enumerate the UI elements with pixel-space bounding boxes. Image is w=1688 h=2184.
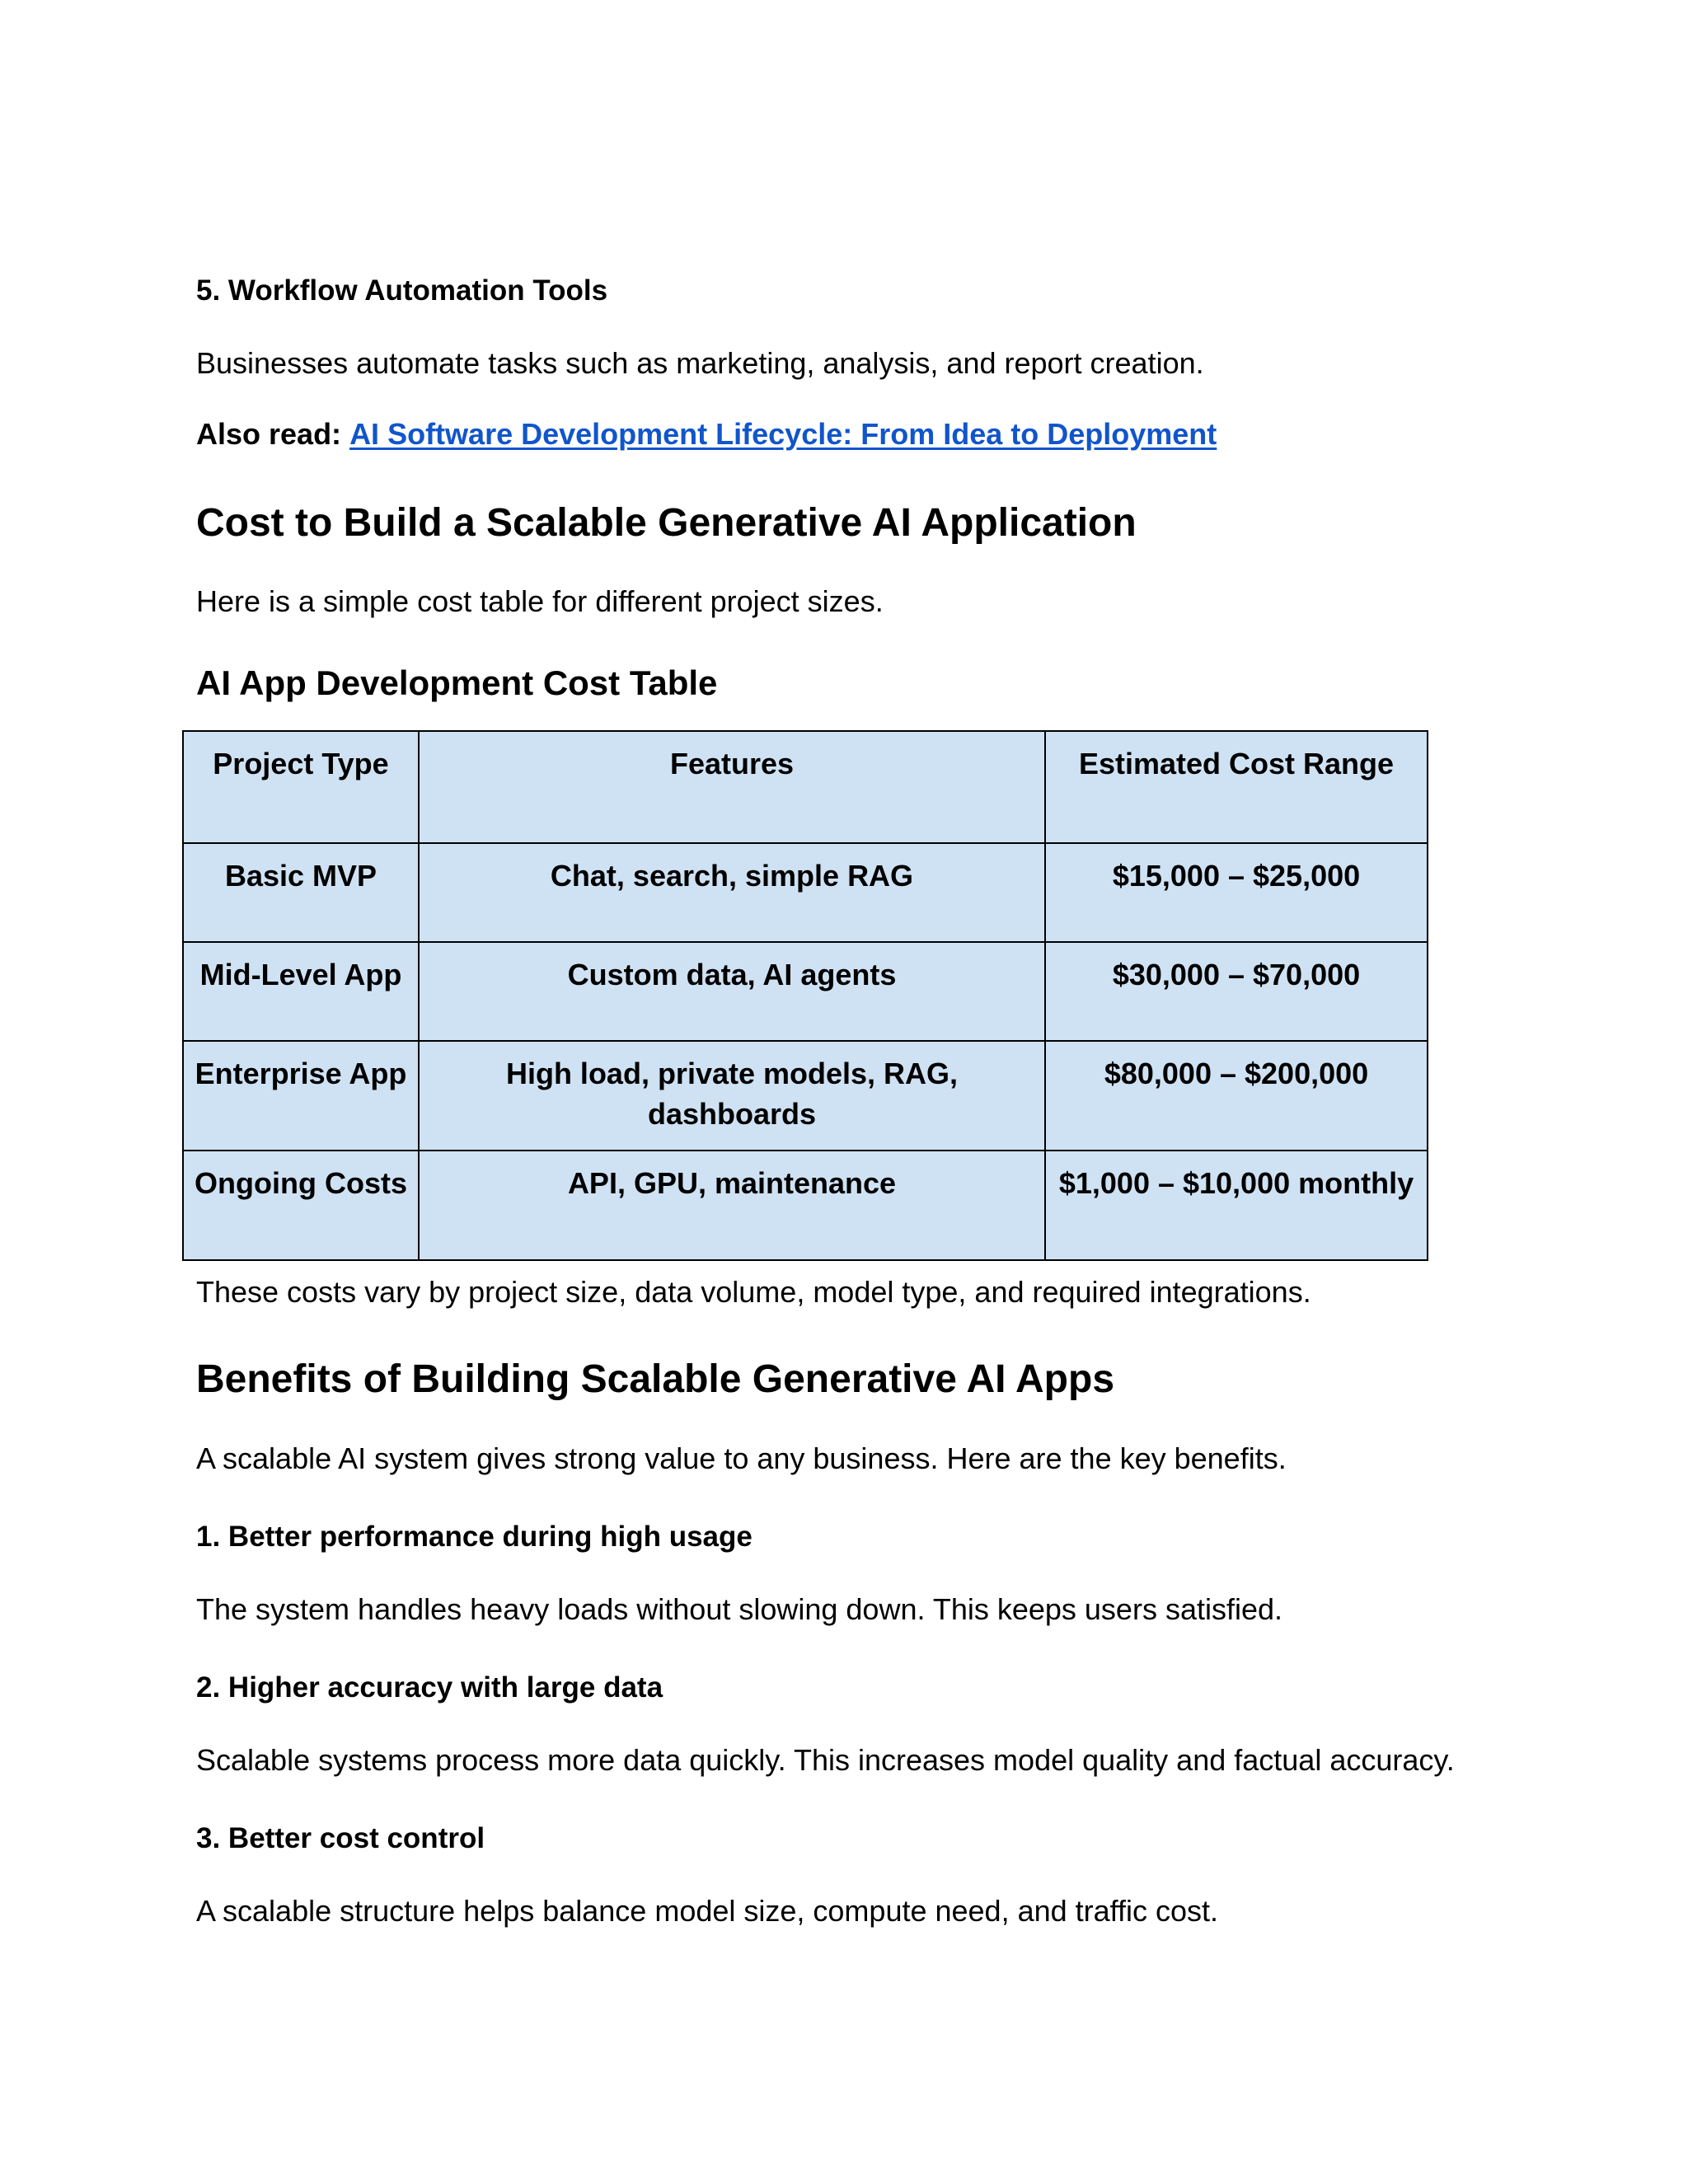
benefit-title-3: 3. Better cost control <box>196 1822 485 1854</box>
cell-features: API, GPU, maintenance <box>419 1151 1045 1260</box>
table-header-row <box>183 731 1428 843</box>
cell-features: High load, private models, RAG, dashboards <box>419 1041 1045 1151</box>
workflow-body: Businesses automate tasks such as marketing, analysis, and report creation. <box>196 346 1204 380</box>
cost-heading: Cost to Build a Scalable Generative AI Application <box>196 501 1137 545</box>
also-read-link[interactable]: AI Software Development Lifecycle: From Idea to Deployment <box>349 417 1217 451</box>
benefit-title-1: 1. Better performance during high usage <box>196 1521 753 1553</box>
header-cost-range: Estimated Cost Range <box>1045 731 1428 843</box>
header-features: Features <box>419 731 1045 843</box>
workflow-heading: 5. Workflow Automation Tools <box>196 274 608 307</box>
header-project-type: Project Type <box>183 731 419 843</box>
cell-cost-range: $80,000 – $200,000 <box>1045 1041 1428 1151</box>
benefits-heading: Benefits of Building Scalable Generative AI Apps <box>196 1357 1115 1401</box>
cell-features: Chat, search, simple RAG <box>419 843 1045 942</box>
table-row <box>183 843 1428 942</box>
benefit-title-2: 2. Higher accuracy with large data <box>196 1671 663 1704</box>
cell-project-type: Ongoing Costs <box>183 1151 419 1260</box>
cost-table <box>182 730 1428 1261</box>
cost-intro: Here is a simple cost table for different project sizes. <box>196 584 884 618</box>
cell-cost-range: $30,000 – $70,000 <box>1045 942 1428 1041</box>
benefits-intro: A scalable AI system gives strong value to any business. Here are the key benefits. <box>196 1441 1287 1475</box>
cell-project-type: Basic MVP <box>183 843 419 942</box>
cost-note: These costs vary by project size, data volume, model type, and required integrations. <box>196 1275 1311 1309</box>
table-row <box>183 942 1428 1041</box>
benefit-body-1: The system handles heavy loads without slowing down. This keeps users satisfied. <box>196 1592 1283 1626</box>
table-row <box>183 1041 1428 1151</box>
cell-cost-range: $15,000 – $25,000 <box>1045 843 1428 942</box>
cell-features: Custom data, AI agents <box>419 942 1045 1041</box>
benefit-body-3: A scalable structure helps balance model size, compute need, and traffic cost. <box>196 1894 1219 1928</box>
cell-project-type: Mid-Level App <box>183 942 419 1041</box>
benefit-body-2: Scalable systems process more data quickly. This increases model quality and factual accuracy. <box>196 1743 1455 1777</box>
also-read-line <box>196 415 1217 453</box>
cell-cost-range: $1,000 – $10,000 monthly <box>1045 1151 1428 1260</box>
table-row <box>183 1151 1428 1260</box>
cell-project-type: Enterprise App <box>183 1041 419 1151</box>
cost-table-title: AI App Development Cost Table <box>196 663 718 702</box>
also-read-label: Also read: <box>196 417 342 451</box>
